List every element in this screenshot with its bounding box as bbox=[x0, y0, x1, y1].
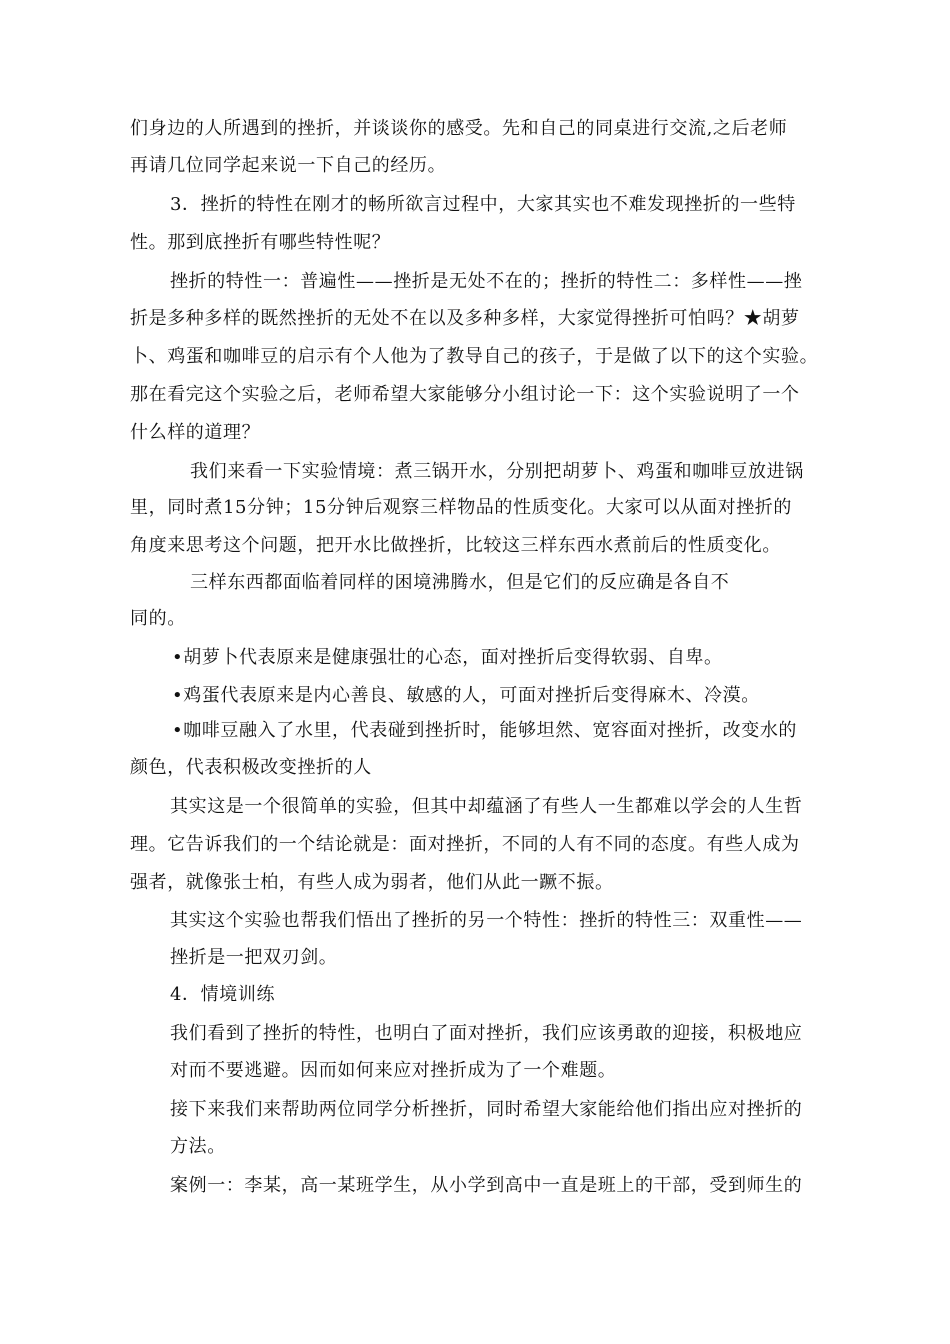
text-line: 接下来我们来帮助两位同学分析挫折，同时希望大家能给他们指出应对挫折的 bbox=[170, 1099, 803, 1120]
text-line: 理。它告诉我们的一个结论就是：面对挫折，不同的人有不同的态度。有些人成为 bbox=[130, 834, 800, 855]
text-line: 们身边的人所遇到的挫折，并谈谈你的感受。先和自己的同桌进行交流,之后老师 bbox=[130, 118, 788, 139]
text-line: 挫折是一把双刃剑。 bbox=[170, 947, 338, 968]
section-heading-4: 4．情境训练 bbox=[170, 984, 276, 1005]
text-line: 对而不要逃避。因而如何来应对挫折成为了一个难题。 bbox=[170, 1060, 617, 1081]
text-line: 挫折的特性一：普遍性——挫折是无处不在的；挫折的特性二：多样性——挫 bbox=[170, 271, 803, 292]
text-line: 里，同时煮15分钟；15分钟后观察三样物品的性质变化。大家可以从面对挫折的 bbox=[130, 497, 793, 518]
text-line: 同的。 bbox=[130, 608, 186, 629]
text-line: 我们来看一下实验情境：煮三锅开水，分别把胡萝卜、鸡蛋和咖啡豆放进锅 bbox=[190, 461, 804, 482]
bullet-item-egg: •鸡蛋代表原来是内心善良、敏感的人，可面对挫折后变得麻木、冷漠。 bbox=[172, 685, 760, 706]
text-line: 折是多种多样的既然挫折的无处不在以及多种多样，大家觉得挫折可怕吗？★胡萝 bbox=[130, 308, 800, 329]
text-line: 角度来思考这个问题，把开水比做挫折，比较这三样东西水煮前后的性质变化。 bbox=[130, 535, 781, 556]
bullet-item-carrot: •胡萝卜代表原来是健康强壮的心态，面对挫折后变得软弱、自卑。 bbox=[172, 647, 723, 668]
text-line: 强者，就像张士柏，有些人成为弱者，他们从此一蹶不振。 bbox=[130, 872, 614, 893]
text-line: 什么样的道理？ bbox=[130, 422, 261, 443]
text-line: 三样东西都面临着同样的困境沸腾水，但是它们的反应确是各自不 bbox=[190, 572, 730, 593]
text-line: 方法。 bbox=[170, 1136, 226, 1157]
text-line: 其实这个实验也帮我们悟出了挫折的另一个特性：挫折的特性三：双重性—— bbox=[170, 910, 803, 931]
text-line: 其实这是一个很简单的实验，但其中却蕴涵了有些人一生都难以学会的人生哲 bbox=[170, 796, 803, 817]
text-line: 那在看完这个实验之后，老师希望大家能够分小组讨论一下：这个实验说明了一个 bbox=[130, 384, 800, 405]
section-heading-3: 3．挫折的特性在刚才的畅所欲言过程中，大家其实也不难发现挫折的一些特 bbox=[170, 194, 796, 215]
text-line: 再请几位同学起来说一下自己的经历。 bbox=[130, 155, 447, 176]
text-line: 颜色，代表积极改变挫折的人 bbox=[130, 757, 372, 778]
bullet-item-coffee: •咖啡豆融入了水里，代表碰到挫折时，能够坦然、宽容面对挫折，改变水的 bbox=[172, 720, 798, 741]
text-line: 卜、鸡蛋和咖啡豆的启示有个人他为了教导自己的孩子，于是做了以下的这个实验。 bbox=[130, 346, 819, 367]
text-line: 案例一：李某，高一某班学生，从小学到高中一直是班上的干部，受到师生的 bbox=[170, 1175, 803, 1196]
text-line: 我们看到了挫折的特性，也明白了面对挫折，我们应该勇敢的迎接，积极地应 bbox=[170, 1023, 803, 1044]
text-line: 性。那到底挫折有哪些特性呢？ bbox=[130, 232, 391, 253]
